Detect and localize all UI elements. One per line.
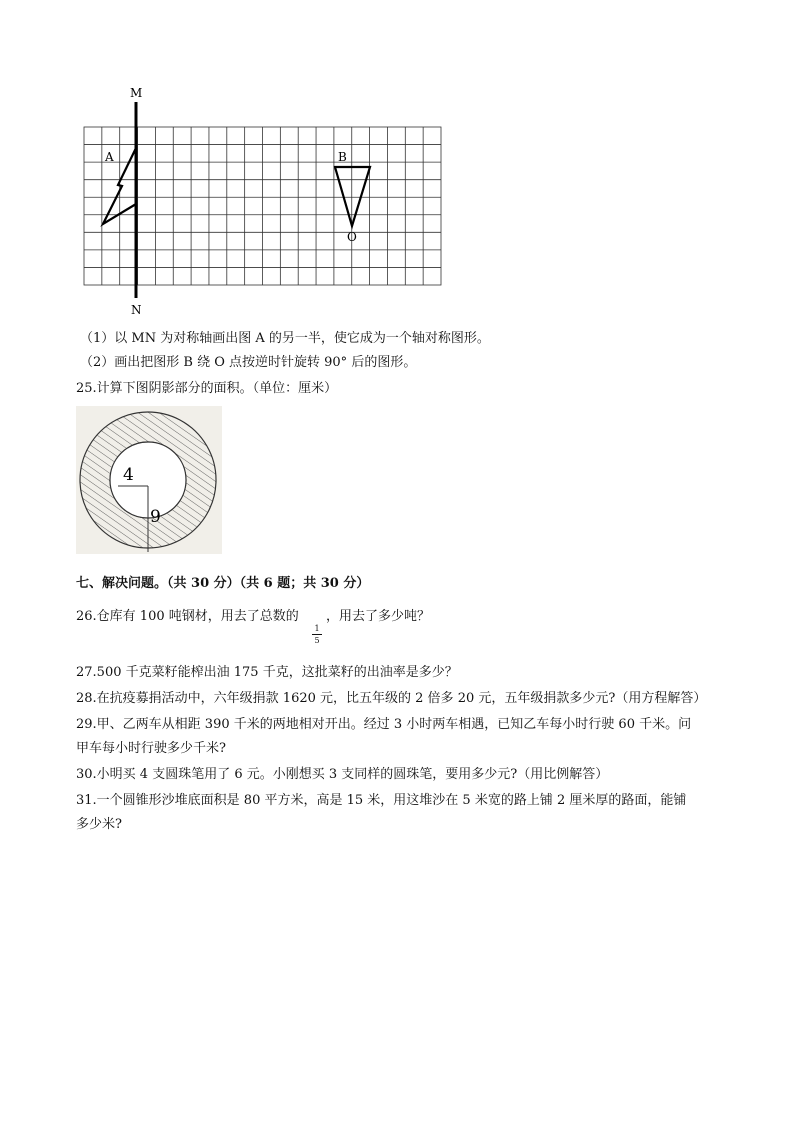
question-29-line-2: 甲车每小时行驶多少千米?	[76, 741, 226, 756]
grid-lines	[84, 127, 441, 285]
question-28: 28.在抗疫募捐活动中，六年级捐款 1620 元，比五年级的 2 倍多 20 元，五年级捐款多少元?（用方程解答）	[76, 691, 707, 706]
ring-figure	[76, 406, 222, 554]
question-26-text-after: ，用去了多少吨？	[326, 609, 431, 624]
question-30: 30.小明买 4 支圆珠笔用了 6 元。小刚想买 3 支同样的圆珠笔，要用多少元?（用比例解答）	[76, 767, 609, 782]
shape-b-triangle	[335, 167, 370, 226]
outer-radius-label: 9	[150, 507, 161, 527]
inner-radius-label: 4	[123, 465, 134, 485]
fraction-bar	[312, 634, 322, 635]
question-27: 27.500 千克菜籽能榨出油 175 千克，这批菜籽的出油率是多少？	[76, 665, 458, 680]
question-31-line-2: 多少米?	[76, 817, 122, 832]
question-31-line-1: 31.一个圆锥形沙堆底面积是 80 平方米，高是 15 米，用这堆沙在 5 米宽的路上铺 2 厘米厚的路面，能铺	[76, 793, 687, 808]
label-b: B	[338, 150, 347, 164]
question-24-part-1: （1）以 MN 为对称轴画出图 A 的另一半，使它成为一个轴对称图形。	[80, 331, 490, 346]
question-24-part-2: （2）画出把图形 B 绕 O 点按逆时针旋转 90° 后的图形。	[80, 355, 417, 370]
label-n: N	[131, 303, 142, 317]
section-7-heading: 七、解决问题。（共 30 分）（共 6 题；共 30 分）	[76, 576, 370, 591]
label-a: A	[105, 150, 114, 164]
question-29-line-1: 29.甲、乙两车从相距 390 千米的两地相对开出。经过 3 小时两车相遇，已知乙车每小时行驶 60 千米。问	[76, 717, 692, 732]
label-m: M	[130, 86, 143, 100]
grid-figure	[60, 80, 460, 320]
question-26-fraction	[312, 624, 322, 645]
label-o: O	[347, 230, 357, 244]
fraction-denominator: 5	[314, 636, 320, 645]
fraction-numerator: 1	[314, 624, 320, 633]
question-25: 25.计算下图阴影部分的面积。（单位：厘米）	[76, 381, 338, 396]
question-26-text-before: 26.仓库有 100 吨钢材，用去了总数的	[76, 609, 299, 624]
question-26	[76, 608, 299, 626]
